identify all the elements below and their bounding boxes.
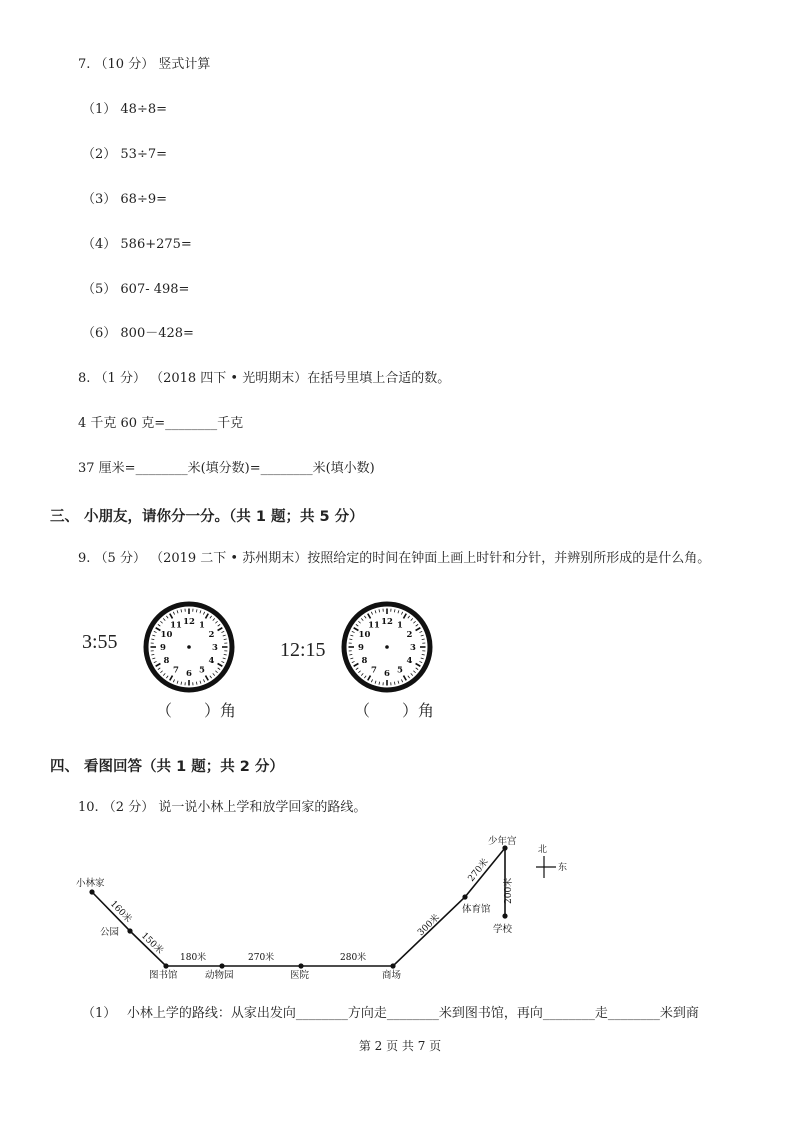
dist-park-library: 150米 [138,930,165,957]
clock-number: 6 [384,669,390,679]
node-library [163,963,168,968]
label-palace: 少年宫 [488,836,517,847]
q7-item-5: （5） 607- 498= [82,282,190,297]
node-hospital [298,963,303,968]
label-home: 小林家 [76,878,105,889]
node-park [127,928,132,933]
compass-east: 东 [558,863,568,873]
dist-library-zoo: 180米 [180,953,207,963]
section-3-title: 三、 小朋友，请你分一分。（共 1 题；共 5 分） [50,509,364,525]
route-map [70,832,580,987]
q7-item-6: （6） 800－428= [82,326,194,341]
clock-2-time: 12:15 [280,639,326,661]
dist-mall-gym: 300米 [416,912,442,939]
node-home [89,889,94,894]
clock-number: 9 [358,643,364,653]
clock-number: 12 [381,617,393,627]
dist-palace-school: 200米 [504,877,514,904]
label-zoo: 动物园 [205,970,234,981]
clock-number: 3 [212,643,218,653]
q8-header: 8. （1 分） （2018 四下 • 光明期末）在括号里填上合适的数。 [78,371,451,386]
node-zoo [219,963,224,968]
clock-number: 6 [186,669,192,679]
q7-item-1: （1） 48÷8= [82,102,168,117]
q10-sub-1: （1） 小林上学的路线：从家出发向________方向走________米到图书馆，再向________走________米到商 [82,1006,699,1021]
dist-home-park: 160米 [107,899,134,925]
q8-line-2: 37 厘米=________米(填分数)=________米(填小数) [78,461,375,476]
label-school: 学校 [493,924,513,935]
clock-number: 11 [170,620,182,631]
clock-number: 5 [397,665,403,676]
label-mall: 商场 [382,970,402,981]
q9-header: 9. （5 分） （2019 二下 • 苏州期末）按照给定的时间在钟面上画上时针和分针，并辨别所形成的是什么角。 [78,551,711,566]
q7-header: 7. （10 分） 竖式计算 [78,57,211,72]
q10-header: 10. （2 分） 说一说小林上学和放学回家的路线。 [78,800,367,815]
node-school [502,913,507,918]
clock-number: 9 [160,643,166,653]
dist-hospital-mall: 280米 [340,953,367,963]
clock-1-face[interactable] [143,601,235,693]
clock-number: 1 [397,620,403,631]
clock-2-face[interactable] [341,601,433,693]
clock-number: 3 [410,643,416,653]
clock-number: 1 [199,620,205,631]
clock-number: 12 [183,617,195,627]
clock-number: 8 [361,656,368,666]
clock-number: 10 [358,630,371,640]
dist-gym-palace: 270米 [466,857,491,884]
section-4-title: 四、 看图回答（共 1 题；共 2 分） [50,759,284,775]
node-mall [390,963,395,968]
label-gym: 体育馆 [462,904,491,915]
clock-number: 4 [208,656,215,666]
label-hospital: 医院 [290,970,310,981]
clock-number: 5 [199,665,205,676]
q7-item-4: （4） 586+275= [82,237,192,252]
label-park: 公园 [100,927,120,938]
clock-number: 4 [406,656,413,666]
node-gym [462,894,467,899]
page-footer: 第 2 页 共 7 页 [358,1039,442,1053]
clock-number: 11 [368,620,380,631]
clock-number: 2 [208,630,215,640]
clock-1-answer[interactable]: （ ）角 [156,701,237,720]
clock-number: 7 [371,665,377,676]
q7-item-2: （2） 53÷7= [82,147,168,162]
q7-item-3: （3） 68÷9= [82,192,168,207]
clock-2-answer[interactable]: （ ）角 [354,701,435,720]
compass-north: 北 [538,845,548,855]
clock-number: 7 [173,665,179,676]
label-library: 图书馆 [149,970,178,981]
clock-number: 8 [163,656,170,666]
clock-number: 2 [406,630,413,640]
q8-line-1: 4 千克 60 克=________千克 [78,416,244,431]
clock-1-time: 3:55 [82,631,118,653]
clock-number: 10 [160,630,173,640]
dist-zoo-hospital: 270米 [248,953,275,963]
